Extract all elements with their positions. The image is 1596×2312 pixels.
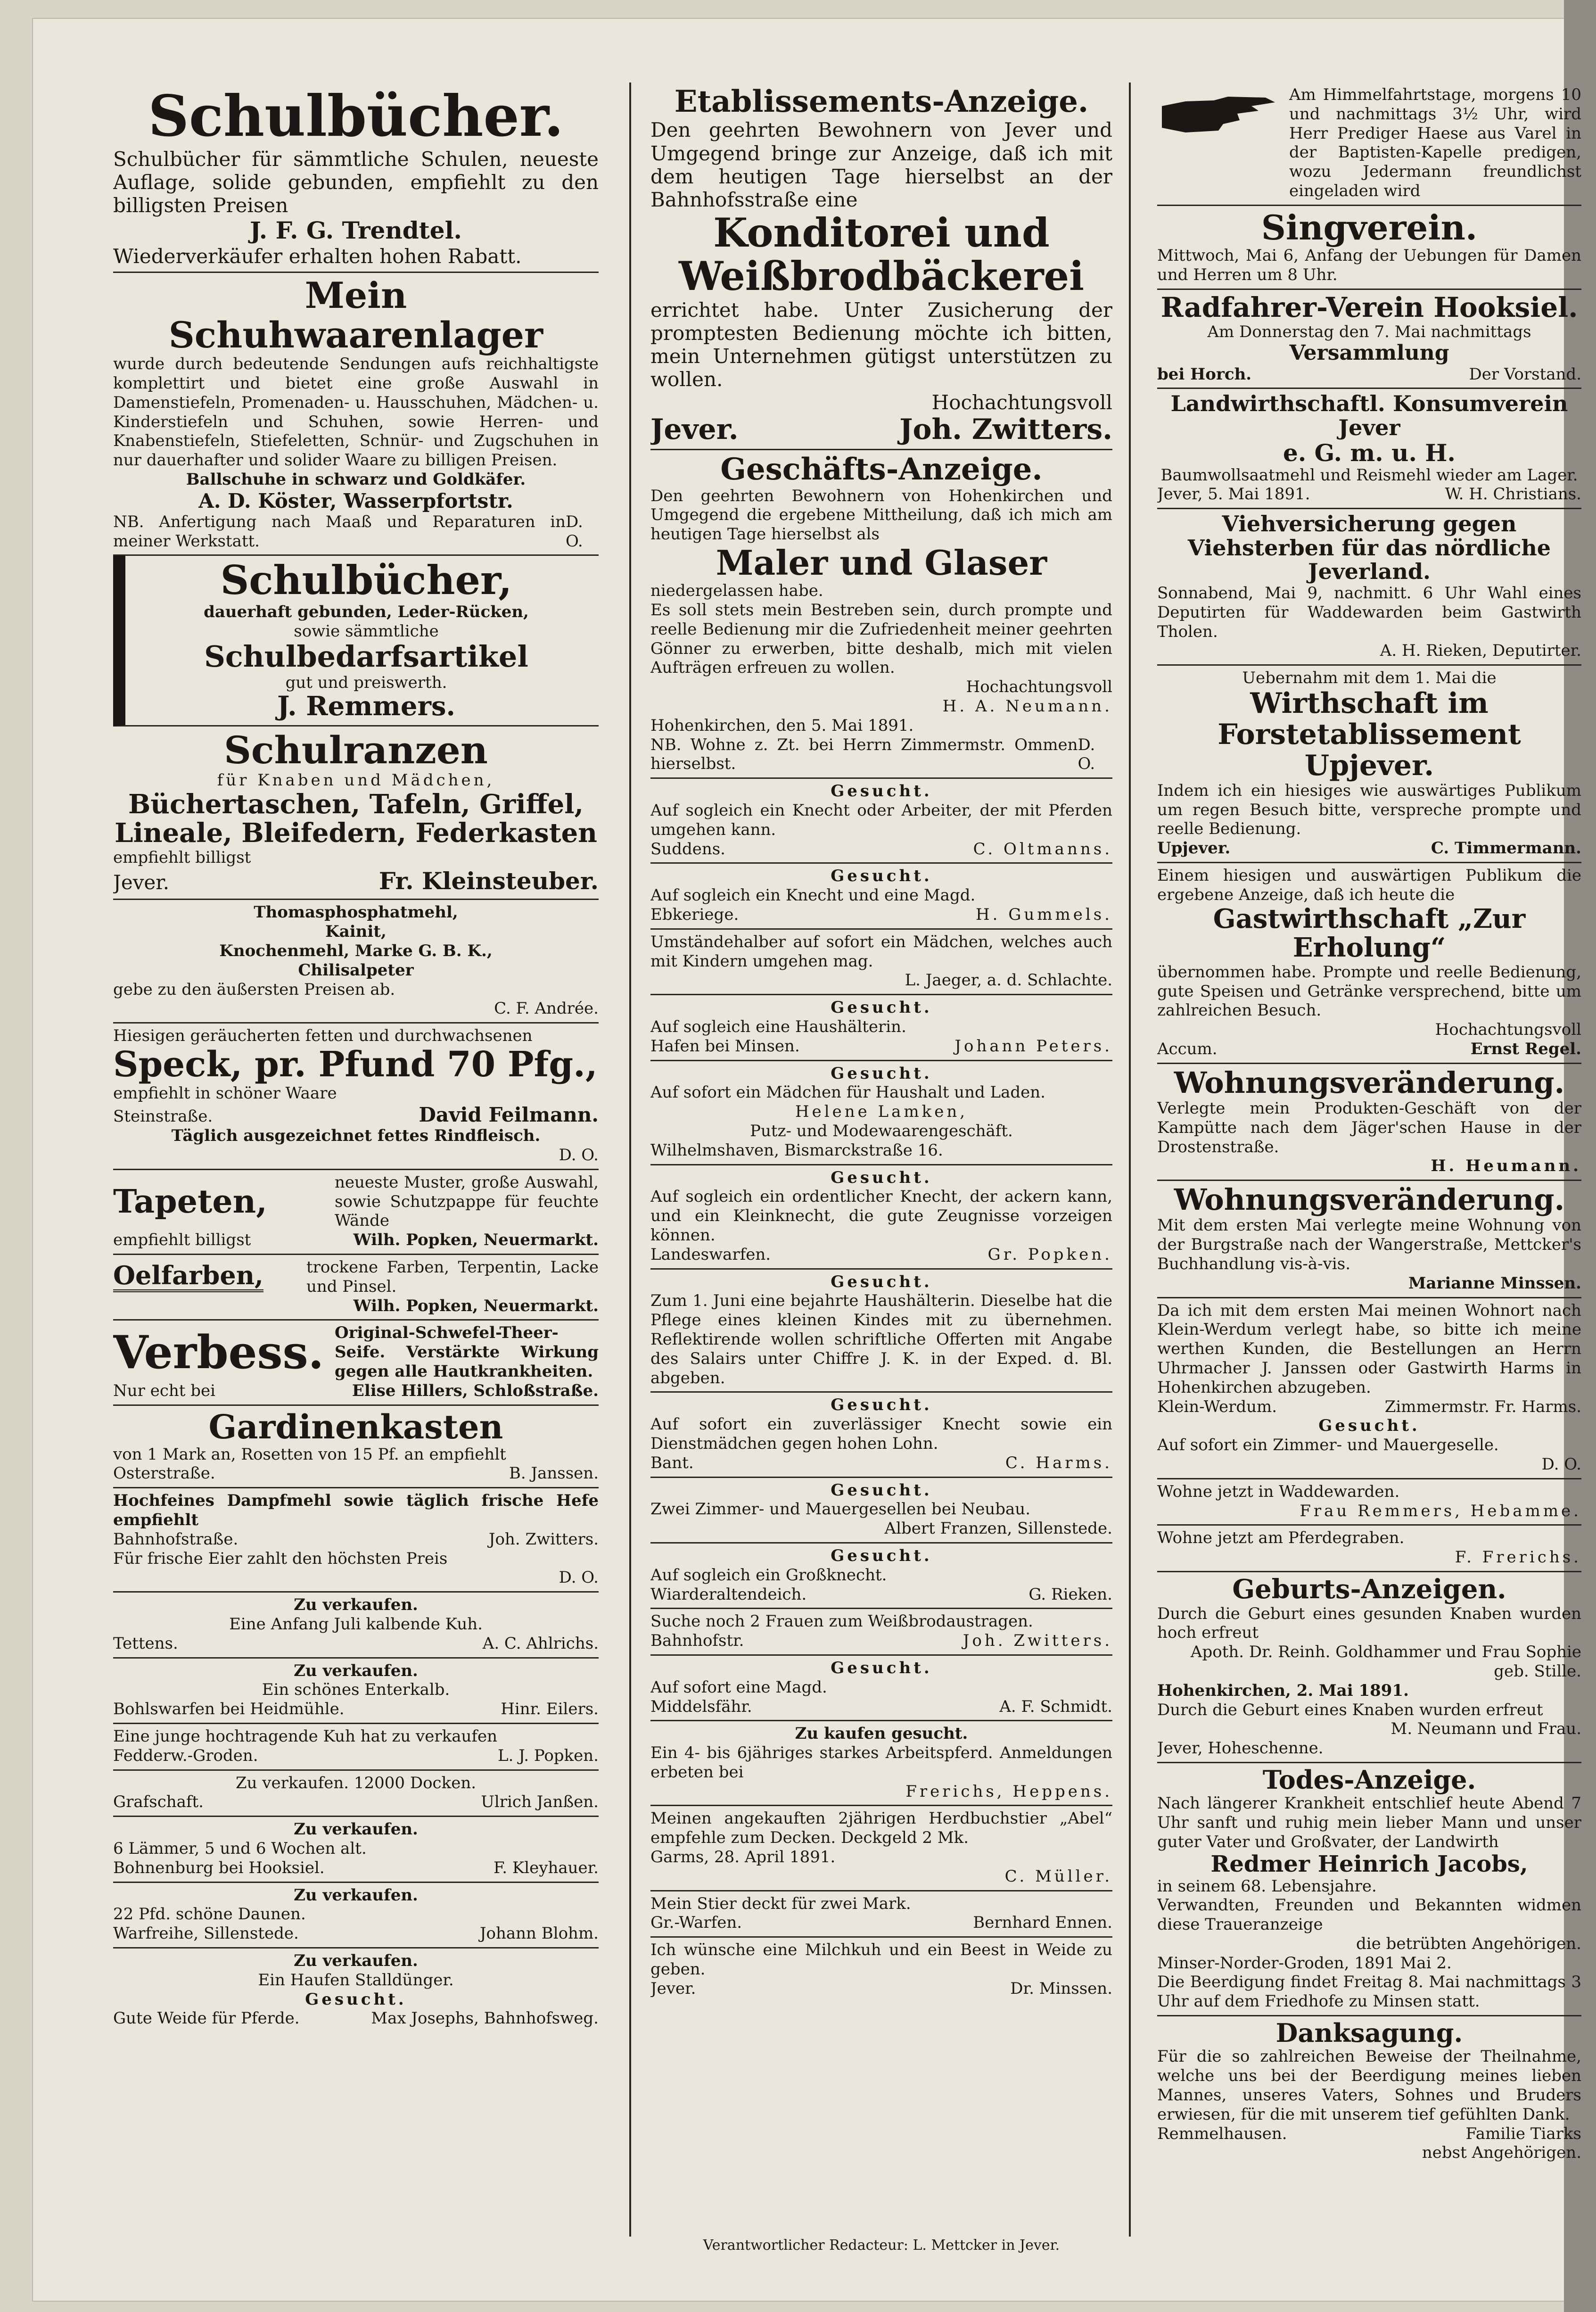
ad-text: übernommen habe. Prompte und reelle Bedienung, gute Speisen und Getränke versprechend, bitte um zahlreichen Besuch. <box>1157 962 1581 1020</box>
ad-title: Gardinenkasten <box>208 1407 503 1446</box>
column-1 <box>113 83 599 2232</box>
ad-place: Bohlswarfen bei Heidmühle. <box>113 1700 345 1719</box>
ad-title: Wohnungsveränderung. <box>1174 1182 1565 1217</box>
ad-text: wurde durch bedeutende Sendungen aufs reichhaltigste komplettirt und bietet eine große Auswahl in Damenstiefeln, Promenaden- u. Hausschuhen, Mädchen- u. Kinderstiefeln und Schuhen, sowie Herren- und Knabenstiefeln, Stiefeletten, Schnür- und Zugschuhen in nur dauerhafter und solider Waare zu billigen Preisen. <box>113 355 599 470</box>
ad-oelfarben <box>113 1255 599 1321</box>
ad-schuhwaarenlager <box>113 273 599 556</box>
ad-dampfmehl <box>113 1488 599 1593</box>
ad-place: bei Horch. <box>1157 364 1252 384</box>
ad-greeting: Hochachtungsvoll <box>1435 1020 1581 1040</box>
ad-date: Garms, 28. April 1891. <box>650 1848 836 1867</box>
ad-verkauf-laemmer <box>113 1817 599 1883</box>
ad-title: Zu verkaufen. <box>294 1661 418 1680</box>
ad-signature: A. H. Rieken, Deputirter. <box>1380 641 1581 661</box>
ad-text: Auf sofort ein Mädchen für Haushalt und Laden. <box>650 1083 1045 1102</box>
ad-place: Suddens. <box>650 839 725 859</box>
ad-text: Eine junge hochtragende Kuh hat zu verkaufen <box>113 1726 497 1746</box>
ad-gesucht-popken <box>650 1165 1112 1270</box>
ad-title: Gesucht. <box>831 1546 932 1565</box>
ad-text: Nach längerer Krankheit entschlief heute Abend 7 Uhr sanft und ruhig mein lieber Mann und unser guter Vater und Großvater, der Landwirth <box>1157 1794 1581 1851</box>
ad-date: Hohenkirchen, den 5. Mai 1891. <box>650 716 914 735</box>
ad-herdbuchstier <box>650 1806 1112 1891</box>
ad-title: Todes-Anzeige. <box>1262 1764 1476 1795</box>
ad-signature: Johann Blohm. <box>479 1924 599 1943</box>
ad-mark: D. O. <box>1078 735 1095 774</box>
ad-text: in seinem 68. Lebensjahre. <box>1157 1876 1377 1896</box>
ad-mark: D. O. <box>566 512 583 551</box>
ad-text: von 1 Mark an, Rosetten von 15 Pf. an empfiehlt <box>113 1445 506 1464</box>
ad-text: Knochenmehl, Marke G. B. K., <box>219 941 493 960</box>
ad-text: Für frische Eier zahlt den höchsten Preis <box>113 1549 448 1568</box>
ad-text: dauerhaft gebunden, Leder-Rücken, <box>204 602 529 621</box>
ad-text: Verwandten, Freunden und Bekannten widmen diese Traueranzeige <box>1157 1896 1581 1934</box>
ad-signature: Wilh. Popken, Neuermarkt. <box>353 1296 599 1315</box>
ad-place: Gr.-Warfen. <box>650 1913 742 1932</box>
ad-title: Gesucht. <box>831 867 932 886</box>
ad-note: NB. Wohne z. Zt. bei Herrn Zimmermstr. Ommen hierselbst. <box>650 735 1078 774</box>
ad-verkauf-stallduenger <box>113 1949 599 2032</box>
ad-text: Ein schönes Enterkalb. <box>262 1680 450 1700</box>
ad-title: Etablissements-Anzeige. <box>674 84 1089 119</box>
ad-todes-anzeige <box>1157 1763 1581 2016</box>
ad-place: Osterstraße. <box>113 1464 215 1483</box>
ad-title: Zu verkaufen. <box>294 1885 418 1905</box>
ad-gesucht-lamken <box>650 1061 1112 1165</box>
ad-text: Durch die Geburt eines Knaben wurden erfreut <box>1157 1700 1543 1719</box>
ad-place: Klein-Werdum. <box>1157 1397 1277 1416</box>
ad-signature: Dr. Minssen. <box>1010 1979 1112 1998</box>
ad-text: Baumwollsaatmehl und Reismehl wieder am Lager. <box>1160 465 1578 485</box>
ad-speck <box>113 1024 599 1170</box>
ad-signature: J. F. G. Trendtel. <box>250 216 462 245</box>
ad-title: Gesucht. <box>831 998 932 1017</box>
ad-text: Umständehalber auf sofort ein Mädchen, welches auch mit Kindern umgehen mag. <box>650 932 1112 971</box>
ad-text: Es soll stets mein Bestreben sein, durch prompte und reelle Bedienung mir die Zufriedenheit meiner geehrten Gönner zu erwerben, bitte deshalb, mich mit vielen Aufträgen erfreuen zu wollen. <box>650 601 1112 677</box>
ad-title: Geburts-Anzeigen. <box>1232 1573 1506 1605</box>
ad-text: Wiederverkäufer erhalten hohen Rabatt. <box>113 244 522 268</box>
ad-text: Den geehrten Bewohnern von Jever und Umgegend bringe zur Anzeige, daß ich mit dem heutigen Tage hierselbst an der Bahnhofsstraße eine <box>650 118 1112 211</box>
ad-text: Thomasphosphatmehl, <box>254 903 458 922</box>
ad-signature: Helene Lamken, <box>795 1102 968 1122</box>
ad-text: Kainit, <box>325 922 387 941</box>
ad-signature: Joh. Zwitters. <box>488 1529 599 1549</box>
ad-singverein <box>1157 206 1581 290</box>
ad-title: Oelfarben, <box>113 1262 263 1292</box>
ad-text: 22 Pfd. schöne Daunen. <box>113 1905 306 1924</box>
ad-signature: Zimmermstr. Fr. Harms. <box>1384 1397 1581 1416</box>
ad-place: Steinstraße. <box>113 1107 213 1126</box>
ad-text: Auf sogleich ein Knecht oder Arbeiter, der mit Pferden umgehen kann. <box>650 801 1112 839</box>
ad-text: niedergelassen habe. <box>650 581 823 601</box>
ad-text: gebe zu den äußersten Preisen ab. <box>113 980 395 999</box>
ad-suche-frauen <box>650 1609 1112 1656</box>
ad-text: Schulbücher für sämmtliche Schulen, neueste Auflage, solide gebunden, empfiehlt zu den billigsten Preisen <box>113 148 599 217</box>
ad-place: Grafschaft. <box>113 1792 204 1812</box>
ad-title: Gesucht. <box>305 1990 407 2009</box>
ad-signature: J. Remmers. <box>277 691 455 722</box>
ad-text: Einem hiesigen und auswärtigen Publikum die ergebene Anzeige, daß ich heute die <box>1157 866 1581 904</box>
ad-signature: C. F. Andrée. <box>494 999 599 1018</box>
ad-mark: D. O. <box>559 1568 599 1587</box>
ad-date: Hohenkirchen, 2. Mai 1891. <box>1157 1681 1409 1700</box>
ad-signature: Joh. Zwitters. <box>963 1631 1112 1651</box>
ad-hebamme <box>1157 1479 1581 1526</box>
ad-place: Upjever. <box>1157 839 1231 858</box>
ad-gardinenkasten <box>113 1406 599 1489</box>
ad-signature: C. Müller. <box>1004 1866 1112 1886</box>
ad-signature: die betrübten Angehörigen. <box>1356 1934 1581 1953</box>
ad-text: Hiesigen geräucherten fetten und durchwachsenen <box>113 1026 533 1046</box>
ad-konsumverein <box>1157 389 1581 509</box>
ad-text: Auf sogleich ein Großknecht. <box>650 1565 887 1585</box>
ad-text: Original-Schwefel-Theer-Seife. Verstärkte Wirkung gegen alle Hautkrankheiten. <box>335 1323 599 1381</box>
ad-gesucht-oltmanns <box>650 779 1112 864</box>
ad-text: Zum 1. Juni eine bejahrte Haushälterin. Dieselbe hat die Pflege eines kleinen Kindes mit zu übernehmen. Reflektirende wollen schriftliche Offerten mit Angabe des Salairs unter Chiffre J. K. in der Exped. d. Bl. abgeben. <box>650 1291 1112 1387</box>
ad-text: neueste Muster, große Auswahl, sowie Schutzpappe für feuchte Wände <box>335 1173 599 1230</box>
ad-text: Eine Anfang Juli kalbende Kuh. <box>229 1614 483 1634</box>
ad-title: Gesucht. <box>831 1064 932 1083</box>
ad-signature: F. Kleyhauer. <box>493 1858 599 1877</box>
ad-signature: H. A. Neumann. <box>942 697 1112 716</box>
ad-text: Sonnabend, Mai 9, nachmitt. 6 Uhr Wahl eines Deputirten für Waddewarden beim Gastwirth Tholen. <box>1157 583 1581 641</box>
ad-title: Schulbücher, <box>220 557 512 604</box>
column-3 <box>1157 83 1581 2232</box>
ad-title: Gastwirthschaft „Zur Erholung“ <box>1213 903 1526 964</box>
ad-greeting: Hochachtungsvoll <box>931 391 1112 414</box>
ad-text: Ein 4- bis 6jähriges starkes Arbeitspferd. Anmeldungen erbeten bei <box>650 1743 1112 1782</box>
ad-text: trockene Farben, Terpentin, Lacke und Pinsel. <box>306 1258 599 1296</box>
ad-text: Uebernahm mit dem 1. Mai die <box>1242 669 1497 688</box>
ad-text: Mit dem ersten Mai verlegte meine Wohnung von der Burgstraße nach der Wangerstraße, Mettcker's Buchhandlung vis-à-vis. <box>1157 1216 1581 1273</box>
ad-text: 6 Lämmer, 5 und 6 Wochen alt. <box>113 1839 367 1858</box>
ad-place: Jever. <box>113 870 170 894</box>
ad-text: Mittwoch, Mai 6, Anfang der Uebungen für Damen und Herren um 8 Uhr. <box>1157 246 1581 284</box>
ad-text: Täglich ausgezeichnet fettes Rindfleisch. <box>171 1126 541 1146</box>
ad-signature: H. Heumann. <box>1431 1156 1581 1176</box>
ad-viehversicherung <box>1157 509 1581 666</box>
ad-title: Wohnungsveränderung. <box>1174 1065 1565 1100</box>
ad-signature: C. Harms. <box>1005 1453 1112 1472</box>
ad-signature: Marianne Minssen. <box>1408 1273 1581 1293</box>
ad-signature: Elise Hillers, Schloßstraße. <box>352 1381 599 1400</box>
ad-text: Hochfeines Dampfmehl sowie täglich frische Hefe empfiehlt <box>113 1491 599 1529</box>
ad-place: Bant. <box>650 1453 694 1472</box>
ad-title: Gesucht. <box>831 1480 932 1500</box>
ad-signature: nebst Angehörigen. <box>1422 2143 1581 2163</box>
ad-place: Ebkeriege. <box>650 905 739 925</box>
ad-signature: Hinr. Eilers. <box>501 1700 599 1719</box>
ad-place: Middelsfähr. <box>650 1697 752 1716</box>
ad-title: Mein Schuhwaarenlager <box>168 274 543 356</box>
ad-wohnungsveraenderung-heumann <box>1157 1064 1581 1181</box>
ad-text: Auf sogleich eine Haushälterin. <box>650 1017 906 1036</box>
ad-text: Ich wünsche eine Milchkuh und ein Beest in Weide zu geben. <box>650 1940 1112 1979</box>
ad-gesucht-schmidt <box>650 1656 1112 1721</box>
ad-signature: Gr. Popken. <box>987 1245 1112 1264</box>
ad-gesucht-harms <box>650 1393 1112 1478</box>
ad-title: Gesucht. <box>831 1272 932 1291</box>
ad-gastwirthschaft-erholung <box>1157 863 1581 1064</box>
ad-text: Suche noch 2 Frauen zum Weißbrodaustragen. <box>650 1612 1033 1631</box>
ad-text: Für die so zahlreichen Beweise der Theilnahme, welche uns bei der Beerdigung meines lieben Mannes, unseres Vaters, Sohnes und Bruders erwiesen, für die mit unserem tief gefühlten Dank. <box>1157 2047 1581 2124</box>
ad-text: Am Himmelfahrtstage, morgens 10 und nachmittags 3½ Uhr, wird Herr Prediger Haese aus Varel in der Baptisten-Kapelle predigen, wozu Jedermann freundlichst eingeladen wird <box>1289 85 1581 200</box>
ad-mark: D. O. <box>559 1146 599 1165</box>
ad-gesucht-gummels <box>650 864 1112 929</box>
ad-date: Jever, 5. Mai 1891. <box>1157 485 1310 504</box>
ad-text: Wohne jetzt in Waddewarden. <box>1157 1482 1400 1501</box>
ad-gesucht-jaeger <box>650 930 1112 995</box>
ad-title: Gesucht. <box>831 1658 932 1677</box>
ad-duenger-andree <box>113 900 599 1024</box>
ad-signature: C. Timmermann. <box>1431 839 1581 858</box>
ad-signature: H. Gummels. <box>975 905 1112 925</box>
ad-verkauf-enterkalb <box>113 1659 599 1724</box>
ad-geschaeft-neumann <box>650 450 1112 779</box>
ad-title: Schulbücher. <box>148 83 564 149</box>
ad-gesucht-rieken <box>650 1544 1112 1609</box>
ad-text: für Knaben und Mädchen, <box>217 771 495 790</box>
column-rule <box>629 83 631 2237</box>
ad-signature: Bernhard Ennen. <box>973 1913 1112 1932</box>
ad-signature: F. Frerichs. <box>1455 1548 1581 1567</box>
ad-signature: L. J. Popken. <box>498 1746 599 1765</box>
ad-text: Durch die Geburt eines gesunden Knaben wurden hoch erfreut <box>1157 1604 1581 1643</box>
ad-text: sowie sämmtliche <box>294 621 439 641</box>
ad-title: Speck, pr. Pfund 70 Pfg., <box>113 1044 598 1085</box>
ad-title: Zu kaufen gesucht. <box>795 1724 968 1743</box>
ad-frerichs <box>1157 1526 1581 1572</box>
ad-text: Nur echt bei <box>113 1381 215 1400</box>
ad-etablissement <box>650 83 1112 450</box>
ad-place: Fedderw.-Groden. <box>113 1746 258 1765</box>
ad-place: Bahnhofstr. <box>650 1631 744 1651</box>
ad-title: Danksagung. <box>1275 2018 1463 2048</box>
ad-place: Accum. <box>1157 1040 1218 1059</box>
ad-text: empfiehlt in schöner Waare <box>113 1084 337 1103</box>
ad-schulranzen <box>113 727 599 900</box>
ad-gesucht-peters <box>650 995 1112 1061</box>
ad-place: Jever. <box>650 413 739 446</box>
ad-place: Wilhelmshaven, Bismarckstraße 16. <box>650 1140 943 1160</box>
ad-signature: Apoth. Dr. Reinh. Goldhammer und Frau Sophie geb. Stille. <box>1190 1643 1581 1681</box>
ad-schulbuecher-remmers <box>113 556 599 727</box>
ad-signature: Albert Franzen, Sillenstede. <box>884 1519 1112 1538</box>
ad-title: Verbess. <box>113 1325 324 1379</box>
ad-place: Remmelhausen. <box>1157 2124 1287 2143</box>
ad-title: Wirthschaft im Forstetablissement Upjever. <box>1218 686 1521 782</box>
ad-schulbuecher-trendtel <box>113 83 599 273</box>
ad-signature: Der Vorstand. <box>1469 364 1581 384</box>
column-2 <box>650 83 1112 2232</box>
ad-title: e. G. m. u. H. <box>1283 438 1456 467</box>
ad-text: Die Beerdigung findet Freitag 8. Mai nachmittags 3 Uhr auf dem Friedhofe zu Minsen statt. <box>1157 1973 1581 2011</box>
ad-title: Zu verkaufen. <box>294 1951 418 1970</box>
ad-text: Chilisalpeter <box>298 960 414 980</box>
ad-place: Jever, Hoheschenne. <box>1157 1739 1324 1758</box>
ad-text: Indem ich ein hiesiges wie auswärtiges Publikum um regen Besuch bitte, verspreche prompte und reelle Bedienung. <box>1157 781 1581 839</box>
ad-text: Ballschuhe in schwarz und Goldkäfer. <box>186 470 526 489</box>
ad-title: Zu verkaufen. <box>294 1820 418 1839</box>
ad-signature: Max Josephs, Bahnhofsweg. <box>371 2009 599 2028</box>
ad-greeting: Hochachtungsvoll <box>966 677 1112 697</box>
ad-text: Auf sogleich ein ordentlicher Knecht, der ackern kann, und ein Kleinknecht, die gute Zeugnisse vorzeigen können. <box>650 1187 1112 1245</box>
ad-text: Meinen angekauften 2jährigen Herdbuchstier „Abel“ empfehle zum Decken. Deckgeld 2 Mk. <box>650 1809 1112 1848</box>
ad-text: Da ich mit dem ersten Mai meinen Wohnort nach Klein-Werdum verlegt habe, so bitte ich meine werthen Kunden, die Bestellungen an Herrn Uhrmacher J. Janssen oder Gastwirth Harms in Hohenkirchen abzugeben. <box>1157 1301 1581 1397</box>
ad-mark: D. O. <box>1541 1454 1581 1474</box>
ad-text: Ein Haufen Stalldünger. <box>258 1970 454 1990</box>
ad-signature: W. H. Christians. <box>1445 485 1581 504</box>
ad-himmelfahrt <box>1157 83 1581 206</box>
ad-signature: Frerichs, Heppens. <box>905 1782 1112 1801</box>
ad-note: NB. Anfertigung nach Maaß und Reparaturen in meiner Werkstatt. <box>113 512 566 551</box>
ad-text: errichtet habe. Unter Zusicherung der promptesten Bedienung möchte ich bitten, mein Unternehmen gütigst unterstützen zu wollen. <box>650 298 1112 391</box>
ad-geburts-anzeigen <box>1157 1572 1581 1763</box>
ad-milchkuh <box>650 1938 1112 2002</box>
ad-verkauf-kuh <box>113 1593 599 1658</box>
ad-tapeten <box>113 1170 599 1255</box>
ad-signature: Ernst Regel. <box>1470 1040 1581 1059</box>
ad-radfahrer-verein <box>1157 290 1581 389</box>
ad-title: Zu verkaufen. <box>294 1595 418 1615</box>
ad-text: Mein Stier deckt für zwei Mark. <box>650 1894 911 1913</box>
column-rule <box>1129 83 1131 2237</box>
ad-text: Zu verkaufen. 12000 Docken. <box>235 1773 477 1792</box>
ad-title: Schulranzen <box>224 728 488 773</box>
ad-text: Am Donnerstag den 7. Mai nachmittags <box>1207 322 1531 342</box>
ad-signature: Fr. Kleinsteuber. <box>378 867 599 895</box>
ad-title: Tapeten, <box>113 1182 267 1221</box>
ad-verbess-seife <box>113 1321 599 1405</box>
ad-signature: A. D. Köster, Wasserpfortstr. <box>198 489 513 512</box>
ad-text: Verlegte mein Produkten-Geschäft von der Kampütte nach dem Jäger'schen Hause in der Drostenstraße. <box>1157 1099 1581 1156</box>
ad-title: Maler und Glaser <box>716 543 1047 583</box>
ad-danksagung <box>1157 2016 1581 2166</box>
ad-title: Gesucht. <box>831 782 932 801</box>
ad-text: Wohne jetzt am Pferdegraben. <box>1157 1528 1405 1548</box>
ad-signature: M. Neumann und Frau. <box>1390 1719 1581 1739</box>
pointing-hand-icon <box>1157 87 1280 144</box>
ad-signature: Wilh. Popken, Neuermarkt. <box>353 1230 599 1250</box>
ad-harms-klein-werdum <box>1157 1298 1581 1479</box>
ad-name: Redmer Heinrich Jacobs, <box>1210 1850 1528 1877</box>
ad-verkauf-docken <box>113 1771 599 1817</box>
ad-date: Minser-Norder-Groden, 1891 Mai 2. <box>1157 1953 1452 1973</box>
ad-signature: B. Janssen. <box>509 1464 599 1483</box>
ad-zu-kaufen-gesucht <box>650 1721 1112 1806</box>
ad-signature: Putz- und Modewaarengeschäft. <box>750 1121 1013 1140</box>
ad-wirthschaft-upjever <box>1157 666 1581 863</box>
ad-title: Konditorei und Weißbrodbäckerei <box>679 209 1084 300</box>
ad-text: empfiehlt billigst <box>113 848 251 867</box>
ad-text: Auf sofort ein Zimmer- und Mauergeselle. <box>1157 1436 1499 1455</box>
ad-title: Gesucht. <box>1318 1416 1420 1436</box>
ad-place: Jever. <box>650 1979 696 1998</box>
editor-footer: Verantwortlicher Redacteur: L. Mettcker in Jever. <box>703 2237 1060 2254</box>
ad-place: Tettens. <box>113 1634 178 1653</box>
ad-title: Singverein. <box>1261 207 1478 248</box>
ad-text: gut und preiswerth. <box>285 673 447 692</box>
ad-wohnungsveraenderung-minssen <box>1157 1181 1581 1298</box>
ad-signature: C. Oltmanns. <box>973 839 1112 859</box>
ad-signature: Johann Peters. <box>954 1036 1112 1056</box>
ad-signature: Frau Remmers, Hebamme. <box>1300 1501 1581 1520</box>
ad-title: Gesucht. <box>831 1168 932 1187</box>
ad-title: Viehversicherung gegen Viehsterben für das nördliche Jeverland. <box>1187 511 1551 585</box>
ad-title: Schulbedarfsartikel <box>204 639 528 674</box>
ad-title: Geschäfts-Anzeige. <box>720 452 1043 487</box>
ad-signature: Ulrich Janßen. <box>481 1792 599 1812</box>
ad-text: empfiehlt billigst <box>113 1230 251 1250</box>
ad-title: Landwirthschaftl. Konsumverein Jever <box>1170 391 1568 440</box>
ad-signature: A. F. Schmidt. <box>999 1697 1112 1716</box>
ad-signature: Familie Tiarks <box>1465 2124 1581 2143</box>
ad-place: Hafen bei Minsen. <box>650 1036 800 1056</box>
ad-text: Auf sofort eine Magd. <box>650 1677 827 1697</box>
ad-signature: A. C. Ahlrichs. <box>482 1634 599 1653</box>
ad-signature: G. Rieken. <box>1028 1585 1112 1604</box>
ad-title: Radfahrer-Verein Hooksiel. <box>1160 291 1578 323</box>
ad-title: Versammlung <box>1289 341 1449 365</box>
ad-text: Auf sogleich ein Knecht und eine Magd. <box>650 886 976 905</box>
ad-title: Büchertaschen, Tafeln, Griffel, Lineale, Bleifedern, Federkasten <box>115 788 597 849</box>
ad-place: Warfreihe, Sillenstede. <box>113 1924 299 1943</box>
ad-place: Landeswarfen. <box>650 1245 771 1264</box>
ad-signature: L. Jaeger, a. d. Schlachte. <box>905 971 1112 990</box>
ad-place: Wiarderaltendeich. <box>650 1585 807 1604</box>
ad-text: Auf sofort ein zuverlässiger Knecht sowie ein Dienstmädchen gegen hohen Lohn. <box>650 1415 1112 1453</box>
ad-signature: David Feilmann. <box>419 1103 599 1127</box>
ad-gesucht-haushaelterin <box>650 1270 1112 1393</box>
ad-place: Bohnenburg bei Hooksiel. <box>113 1858 325 1877</box>
ad-signature: Joh. Zwitters. <box>899 413 1112 446</box>
ad-stier <box>650 1891 1112 1938</box>
ad-verkauf-hochtragend <box>113 1724 599 1771</box>
ad-title: Gesucht. <box>831 1395 932 1415</box>
ad-text: Gute Weide für Pferde. <box>113 2009 300 2028</box>
ad-place: Bahnhofstraße. <box>113 1529 239 1549</box>
ad-text: Den geehrten Bewohnern von Hohenkirchen und Umgegend die ergebene Mittheilung, daß ich mich am heutigen Tage hierselbst als <box>650 486 1112 544</box>
ad-gesucht-franzen <box>650 1478 1112 1544</box>
ad-text: Zwei Zimmer- und Mauergesellen bei Neubau. <box>650 1500 1031 1519</box>
ad-verkauf-daunen <box>113 1883 599 1949</box>
